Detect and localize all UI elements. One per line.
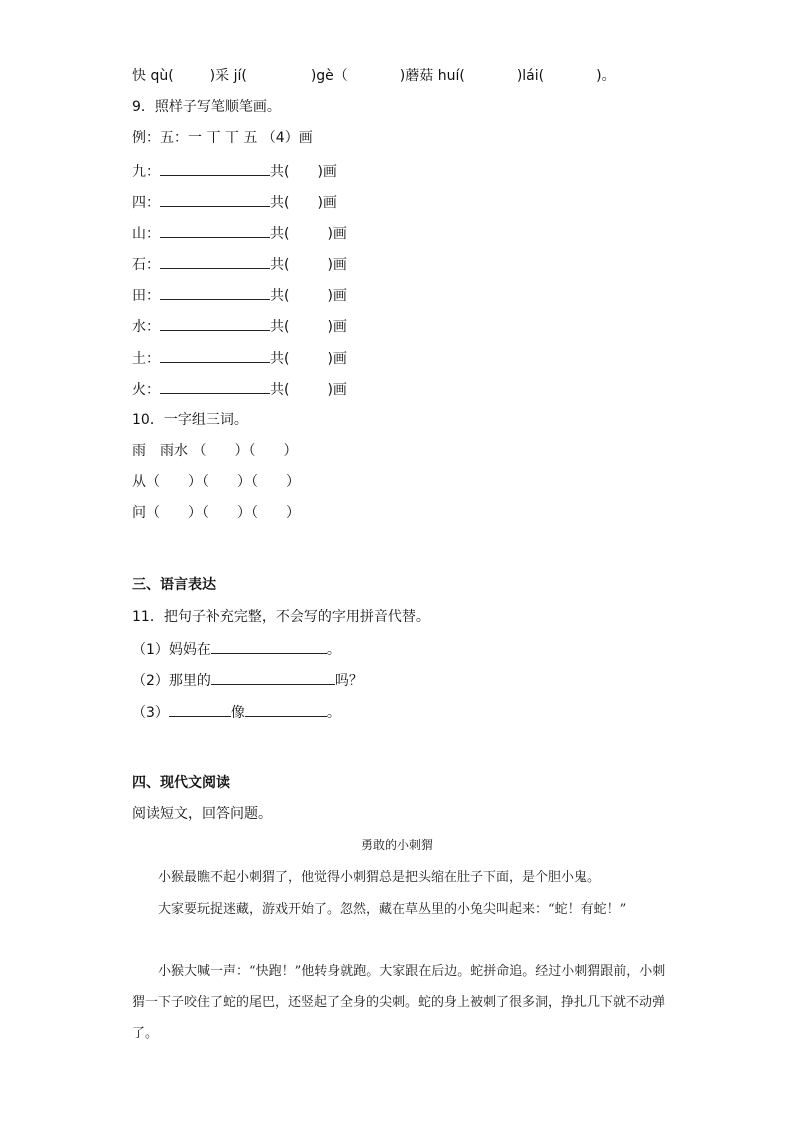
word-group-row: 从（ ）（ ）（ ）	[132, 474, 300, 490]
pinyin-part: )蘑菇 huí(	[399, 68, 465, 84]
question-9-example: 例：五：一 丅 丅 五 （4）画	[132, 130, 313, 146]
stroke-count-open: 共(	[270, 319, 290, 335]
pinyin-part: )采 jí(	[209, 68, 247, 84]
question-11-title: 11．把句子补充完整，不会写的字用拼音代替。	[132, 609, 430, 625]
sentence-blank[interactable]	[169, 701, 231, 717]
stroke-blank[interactable]	[160, 378, 270, 394]
pinyin-part: )。	[596, 68, 616, 84]
stroke-count-open: 共(	[270, 164, 290, 180]
stroke-count-open: 共(	[270, 382, 290, 398]
stroke-blank[interactable]	[160, 253, 270, 269]
stroke-blank[interactable]	[160, 284, 270, 300]
sentence-text: 像	[230, 705, 245, 721]
stroke-count-open: 共(	[270, 257, 290, 273]
stroke-count-close: )画	[327, 226, 347, 242]
stroke-char: 土：	[132, 351, 160, 367]
stroke-char: 田：	[132, 288, 160, 304]
stroke-count-open: 共(	[270, 288, 290, 304]
stroke-char: 四：	[132, 195, 160, 211]
pinyin-part: 快 qù(	[132, 68, 174, 84]
stroke-count-close: )画	[327, 382, 347, 398]
sentence-3	[132, 701, 341, 723]
stroke-count-open: 共(	[270, 351, 290, 367]
stroke-row	[132, 378, 347, 400]
stroke-count-close: )画	[327, 351, 347, 367]
passage-paragraph: 大家要玩捉迷藏，游戏开始了。忽然，藏在草丛里的小兔尖叫起来：“蛇！有蛇！”	[158, 902, 627, 917]
sentence-text: （1）妈妈在	[132, 642, 211, 658]
stroke-count-close: )画	[327, 257, 347, 273]
stroke-row	[132, 253, 347, 275]
sentence-text: 吗？	[334, 673, 363, 689]
stroke-count-open: 共(	[270, 226, 290, 242]
word-group-row: 雨 雨水 （ ）（ ）	[132, 443, 298, 459]
section-3-heading: 三、语言表达	[132, 577, 216, 593]
question-9-title: 9．照样子写笔顺笔画。	[132, 99, 281, 115]
stroke-row	[132, 347, 347, 369]
pinyin-part: )gè（	[310, 68, 348, 84]
stroke-row	[132, 160, 337, 182]
sentence-1	[132, 638, 341, 660]
sentence-2	[132, 669, 363, 691]
stroke-blank[interactable]	[160, 191, 270, 207]
pinyin-fill-line	[132, 66, 616, 86]
stroke-char: 水：	[132, 319, 160, 335]
stroke-char: 石：	[132, 257, 160, 273]
section-4-heading: 四、现代文阅读	[132, 775, 230, 791]
word-group-row: 问（ ）（ ）（ ）	[132, 505, 300, 521]
passage-title: 勇敢的小刺猬	[360, 838, 433, 852]
sentence-blank[interactable]	[211, 638, 327, 654]
stroke-count-close: )画	[317, 164, 337, 180]
sentence-blank[interactable]	[211, 669, 335, 685]
stroke-char: 九：	[132, 164, 160, 180]
stroke-char: 山：	[132, 226, 160, 242]
passage-paragraph: 小猴最瞧不起小刺猬了，他觉得小刺猬总是把头缩在肚子下面，是个胆小鬼。	[158, 870, 601, 885]
stroke-count-open: 共(	[270, 195, 290, 211]
sentence-text: （3）	[132, 705, 169, 721]
stroke-row	[132, 222, 347, 244]
sentence-blank[interactable]	[245, 701, 327, 717]
stroke-blank[interactable]	[160, 347, 270, 363]
stroke-row	[132, 191, 337, 213]
stroke-blank[interactable]	[160, 222, 270, 238]
pinyin-part: )lái(	[516, 68, 545, 84]
sentence-text: 。	[326, 705, 341, 721]
stroke-blank[interactable]	[160, 160, 270, 176]
stroke-count-close: )画	[327, 319, 347, 335]
question-10-title: 10．一字组三词。	[132, 412, 248, 428]
stroke-count-close: )画	[317, 195, 337, 211]
stroke-row	[132, 284, 347, 306]
sentence-text: 。	[326, 642, 341, 658]
stroke-blank[interactable]	[160, 315, 270, 331]
stroke-row	[132, 315, 347, 337]
passage-paragraph: 小猴大喊一声：“快跑！”他转身就跑。大家跟在后边。蛇拼命追。经过小刺猬跟前，小刺猬一下子咬住了蛇的尾巴，还竖起了全身的尖刺。蛇的身上被刺了很多洞，挣扎几下就不动弹了。	[132, 964, 666, 1041]
stroke-char: 火：	[132, 382, 160, 398]
stroke-count-close: )画	[327, 288, 347, 304]
sentence-text: （2）那里的	[132, 673, 211, 689]
reading-instruction: 阅读短文，回答问题。	[132, 806, 272, 822]
